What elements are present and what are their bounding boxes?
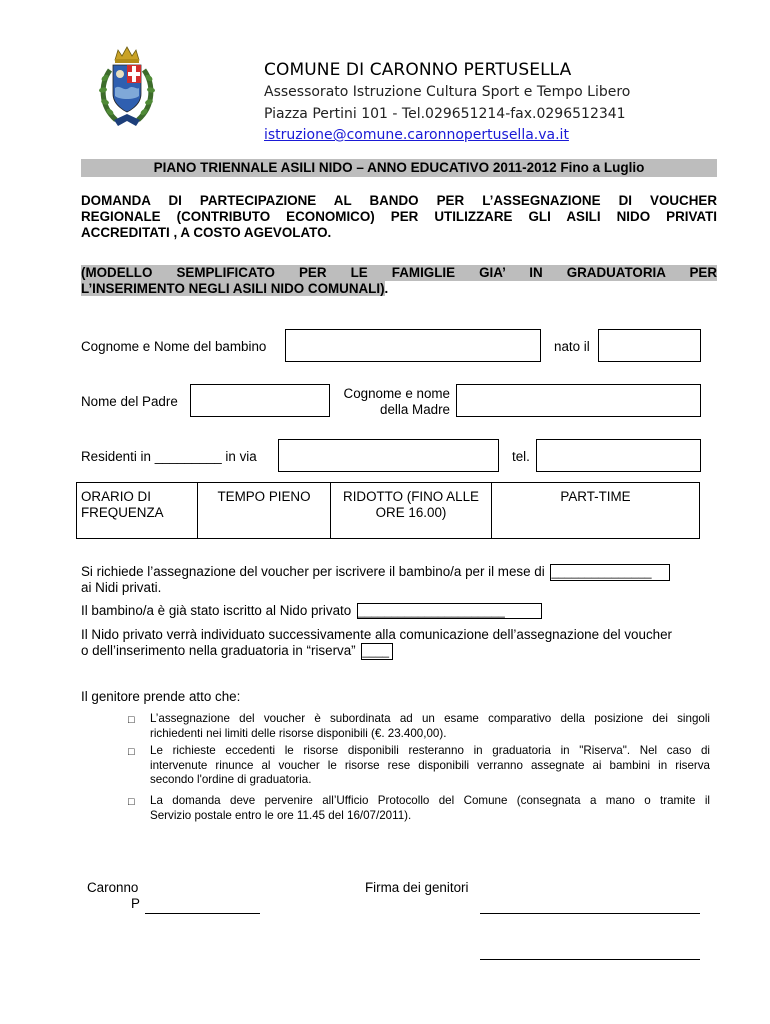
street-field[interactable] — [278, 439, 499, 472]
signature-label: Firma dei genitori — [365, 880, 469, 895]
riserva-text: o dell’inserimento nella graduatoria in “riserva” — [81, 643, 356, 659]
voucher-month-text: Si richiede l’assegnazione del voucher per iscrivere il bambino/a per il mese di — [81, 564, 545, 580]
address-contact: Piazza Pertini 101 - Tel.029651214-fax.0296512341 — [264, 106, 626, 122]
phone-label: tel. — [512, 449, 530, 464]
birth-date-field[interactable] — [598, 329, 701, 362]
model-note-line: L’INSERIMENTO NEGLI ASILI NIDO COMUNALI) — [81, 281, 385, 296]
father-name-field[interactable] — [190, 384, 330, 417]
checkbox-icon[interactable]: □ — [128, 796, 135, 808]
enrolled-text: Il bambino/a è già stato iscritto al Nido privato — [81, 603, 352, 618]
municipality-title: COMUNE DI CARONNO PERTUSELLA — [264, 60, 572, 80]
application-title-line: REGIONALE (CONTRIBUTO ECONOMICO) PER UTILIZZARE GLI ASILI NIDO PRIVATI — [81, 209, 717, 224]
signature-line-2[interactable] — [480, 959, 700, 960]
acknowledge-item-line: Servizio postale entro le ore 11.45 del 16/07/2011). — [150, 808, 412, 822]
part-time-label: PART-TIME — [560, 489, 631, 504]
mother-name-label — [336, 386, 450, 418]
signature-line-1[interactable] — [480, 913, 700, 914]
application-title — [81, 193, 717, 241]
month-field[interactable]: _______________ — [550, 564, 670, 581]
model-note — [81, 265, 717, 297]
place-date-line[interactable] — [145, 913, 260, 914]
application-title-line: ACCREDITATI , A COSTO AGEVOLATO. — [81, 225, 332, 240]
acknowledge-item-line: La domanda deve pervenire all’Ufficio Protocollo del Comune (consegnata a mano o tramite il — [150, 794, 710, 807]
full-time-label: TEMPO PIENO — [217, 489, 311, 504]
voucher-month-request — [81, 564, 670, 581]
checkbox-icon[interactable]: □ — [128, 714, 135, 726]
department-name: Assessorato Istruzione Cultura Sport e Tempo Libero — [264, 84, 631, 100]
acknowledge-title: Il genitore prende atto che: — [81, 689, 241, 704]
schedule-header-cell — [77, 483, 198, 538]
acknowledge-item-line: richiedenti nei limiti delle risorse disponibili (€. 23.400,00). — [150, 726, 447, 740]
schedule-table — [76, 482, 700, 539]
reduced-time-option[interactable] — [331, 483, 492, 538]
acknowledge-item — [150, 712, 710, 741]
part-time-option[interactable] — [492, 483, 699, 538]
plan-banner: PIANO TRIENNALE ASILI NIDO – ANNO EDUCATIVO 2011-2012 Fino a Luglio — [81, 159, 717, 177]
email-link[interactable]: istruzione@comune.caronnopertusella.va.it — [264, 127, 569, 143]
acknowledge-item — [150, 794, 710, 823]
place-label: Caronno — [87, 880, 139, 895]
municipality-crest — [96, 44, 158, 130]
schedule-header-line: ORARIO DI — [81, 489, 151, 504]
reduced-time-label: RIDOTTO (FINO ALLE — [343, 489, 479, 504]
residence-label: Residenti in _________ in via — [81, 449, 257, 464]
acknowledge-item-line: intervenute rinunce al voucher le risorse rese disponibili verranno assegnate ai bambini in riserva — [150, 758, 710, 772]
mother-name-field[interactable] — [456, 384, 701, 417]
birth-date-label: nato il — [554, 339, 590, 354]
nido-selection-line: Il Nido privato verrà individuato successivamente alla comunicazione dell’assegnazione del voucher — [81, 627, 672, 642]
phone-field[interactable] — [536, 439, 701, 472]
riserva-field[interactable]: ____ — [361, 643, 393, 660]
mother-name-label-line: della Madre — [380, 402, 450, 417]
enrolled-line — [81, 603, 542, 619]
schedule-header-line: FREQUENZA — [81, 505, 164, 520]
child-name-field[interactable] — [285, 329, 541, 362]
child-name-label: Cognome e Nome del bambino — [81, 339, 267, 354]
private-nido-field[interactable]: ______________________ — [357, 603, 542, 619]
riserva-line — [81, 643, 393, 660]
checkbox-icon[interactable]: □ — [128, 746, 135, 758]
application-title-line: DOMANDA DI PARTECIPAZIONE AL BANDO PER L’ASSEGNAZIONE DI VOUCHER — [81, 193, 717, 208]
acknowledge-item — [150, 744, 710, 788]
crest-icon — [96, 44, 158, 130]
acknowledge-item-line: L’assegnazione del voucher è subordinata ad un esame comparativo della posizione dei singoli — [150, 712, 710, 725]
reduced-time-label: ORE 16.00) — [375, 505, 447, 520]
voucher-nidi-text: ai Nidi privati. — [81, 580, 162, 595]
acknowledge-item-line: secondo l'ordine di graduatoria. — [150, 773, 312, 786]
mother-name-label-line: Cognome e nome — [343, 386, 450, 401]
place-label-suffix: P — [131, 896, 140, 911]
father-name-label: Nome del Padre — [81, 394, 178, 409]
model-note-dot: . — [384, 281, 389, 296]
acknowledge-item-line: Le richieste eccedenti le risorse disponibili resteranno in graduatoria in "Riserva". Nel caso di — [150, 744, 710, 757]
model-note-line: (MODELLO SEMPLIFICATO PER LE FAMIGLIE GIA’ IN GRADUATORIA PER — [81, 265, 717, 280]
full-time-option[interactable] — [198, 483, 331, 538]
